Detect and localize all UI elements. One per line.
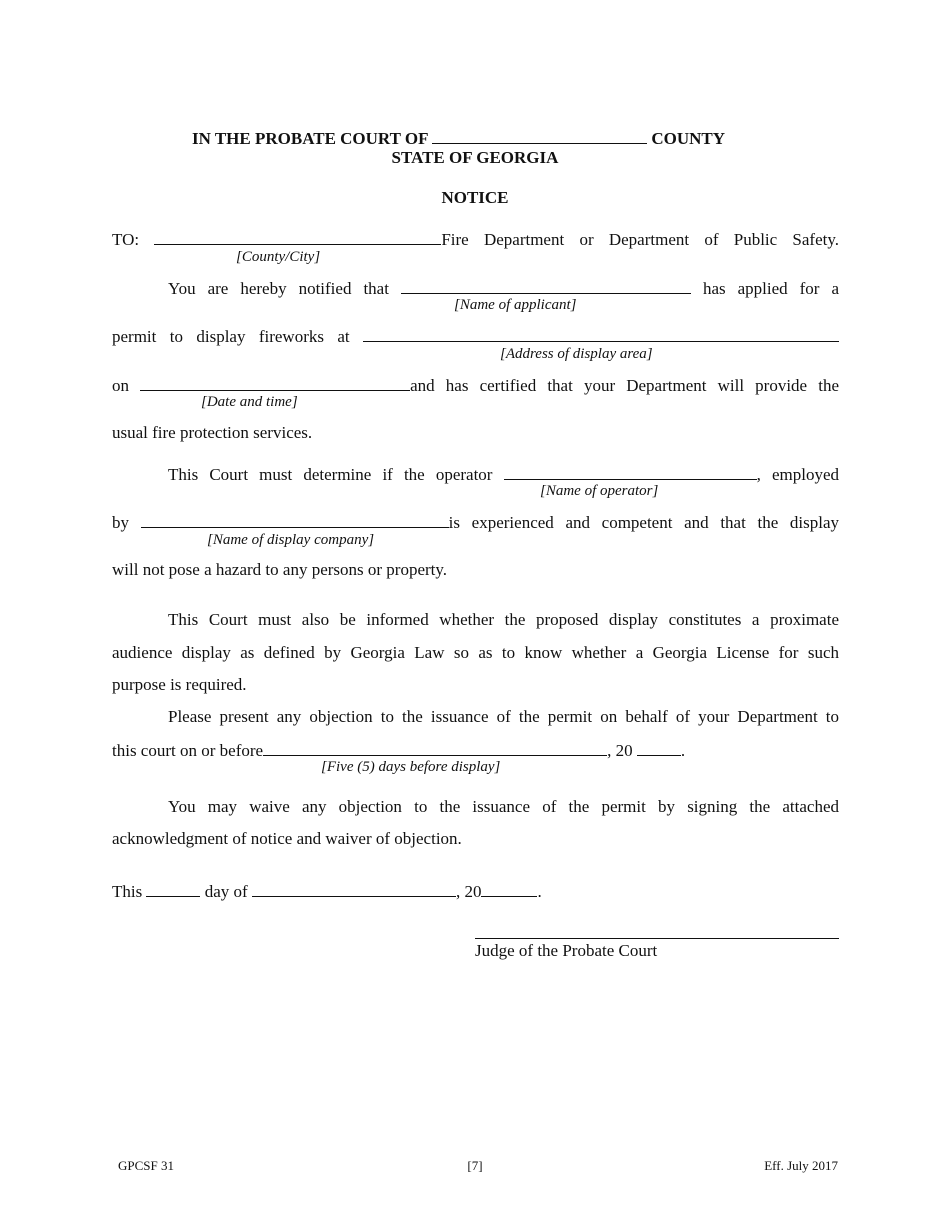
p1-line3-start: on xyxy=(112,376,129,395)
dated-line xyxy=(112,881,542,900)
p3-line2: audience display as defined by Georgia Law so as to know whether a Georgia License for such xyxy=(112,643,839,662)
county-word: COUNTY xyxy=(651,129,726,148)
p1-line1-end: has applied for a xyxy=(702,279,839,298)
p5-line1: You may waive any objection to the issuance of the permit by signing the attached xyxy=(168,797,839,816)
p1-line3-end: and has certified that your Department will provide the xyxy=(410,376,839,395)
p1-line4: usual fire protection services. xyxy=(112,423,313,442)
p1-line2 xyxy=(112,326,839,345)
p3-line3: purpose is required. xyxy=(112,675,247,694)
fire-dept-text: Fire Department or Department of Public Safety. xyxy=(441,230,840,249)
dated-year-prefix: , 20 xyxy=(455,882,482,901)
year-blank[interactable] xyxy=(481,881,537,897)
p1-line3 xyxy=(112,375,839,394)
p4-line1: Please present any objection to the issuance of the permit on behalf of your Department to xyxy=(168,707,839,726)
p2-line1-end: , employed xyxy=(756,465,839,484)
deadline-date-blank[interactable] xyxy=(263,740,607,756)
footer-page-number: [7] xyxy=(467,1158,483,1173)
p4-year-prefix: , 20 xyxy=(607,741,633,760)
operator-blank[interactable] xyxy=(504,464,757,480)
p2-line2-end: is experienced and competent and that the display xyxy=(448,513,840,532)
to-line xyxy=(112,229,839,248)
label-date-time: [Date and time] xyxy=(201,394,298,410)
p2-line2-start: by xyxy=(112,513,129,532)
dated-period: . xyxy=(537,882,542,901)
county-city-blank[interactable] xyxy=(154,229,441,245)
label-county-city: [County/City] xyxy=(236,249,321,265)
court-prefix: IN THE PROBATE COURT OF xyxy=(192,129,428,148)
p2-line2 xyxy=(112,512,839,531)
p5-line2: acknowledgment of notice and waiver of objection. xyxy=(112,829,462,848)
p4-period: . xyxy=(680,741,686,760)
address-blank[interactable] xyxy=(363,326,839,342)
signature-line[interactable] xyxy=(475,938,839,939)
p1-line1 xyxy=(168,278,839,297)
p3-line1: This Court must also be informed whether the proposed display constitutes a proximate xyxy=(168,610,839,629)
date-time-blank[interactable] xyxy=(140,375,410,391)
month-blank[interactable] xyxy=(252,881,456,897)
footer-effective-date: Eff. July 2017 xyxy=(764,1158,838,1173)
applicant-blank[interactable] xyxy=(401,278,691,294)
label-operator: [Name of operator] xyxy=(540,483,659,499)
label-applicant: [Name of applicant] xyxy=(454,297,577,313)
state-heading: STATE OF GEORGIA xyxy=(391,148,559,167)
p2-line1-start: This Court must determine if the operator xyxy=(168,465,493,484)
p4-line2 xyxy=(112,740,685,759)
p2-line1 xyxy=(168,464,839,483)
p1-line2-start: permit to display fireworks at xyxy=(112,327,350,346)
label-display-company: [Name of display company] xyxy=(207,532,375,548)
county-name-blank[interactable] xyxy=(432,128,647,144)
p2-line3: will not pose a hazard to any persons or property. xyxy=(112,560,448,579)
p1-line1-start: You are hereby notified that xyxy=(168,279,389,298)
signature-label: Judge of the Probate Court xyxy=(475,941,658,960)
dated-day-of: day of xyxy=(204,882,248,901)
to-prefix: TO: xyxy=(112,230,140,249)
display-company-blank[interactable] xyxy=(141,512,449,528)
deadline-year-blank[interactable] xyxy=(637,740,681,756)
dated-this: This xyxy=(112,882,143,901)
court-heading xyxy=(192,128,725,147)
p4-line2-start: this court on or before xyxy=(112,741,264,760)
day-blank[interactable] xyxy=(146,881,200,897)
notice-title: NOTICE xyxy=(441,188,509,207)
label-deadline: [Five (5) days before display] xyxy=(321,759,501,775)
footer-form-id: GPCSF 31 xyxy=(118,1158,174,1173)
label-address: [Address of display area] xyxy=(500,346,653,362)
